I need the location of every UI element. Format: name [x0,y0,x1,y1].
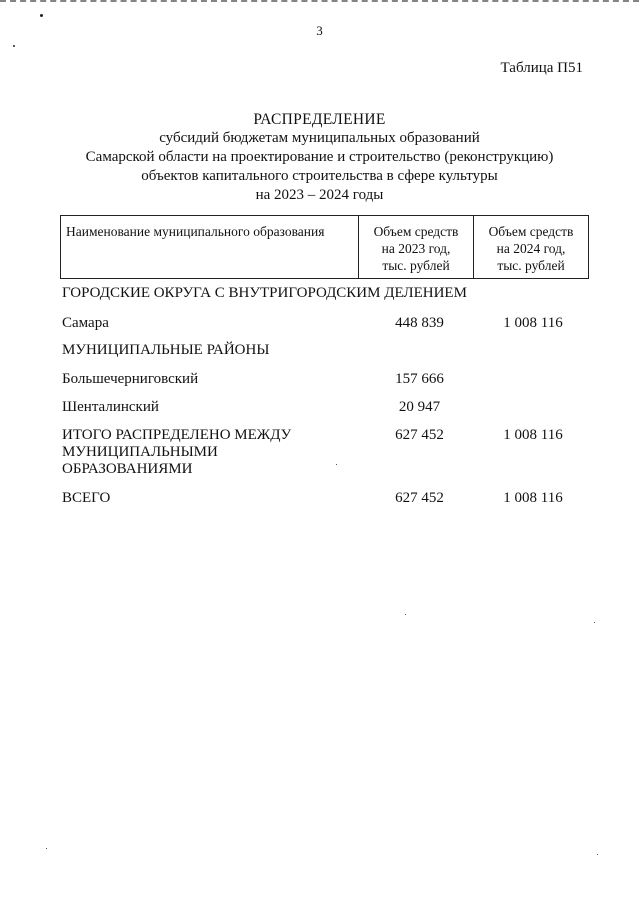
scan-top-edge [0,0,639,4]
title-main: РАСПРЕДЕЛЕНИЕ [253,111,386,128]
scan-speck [46,848,47,849]
scan-speck [594,622,595,623]
total-distributed-label: ИТОГО РАСПРЕДЕЛЕНО МЕЖДУ МУНИЦИПАЛЬНЫМИ ОБРАЗОВАНИЯМИ [62,427,292,477]
row-value-2023: 157 666 [395,371,444,387]
row-name: Шенталинский [62,399,159,415]
section-title: МУНИЦИПАЛЬНЫЕ РАЙОНЫ [62,342,270,358]
header-2024: Объем средств на 2024 год, тыс. рублей [488,224,574,273]
title-line: на 2023 – 2024 годы [255,187,384,203]
section-title: ГОРОДСКИЕ ОКРУГА С ВНУТРИГОРОДСКИМ ДЕЛЕНИЕМ [62,285,467,301]
title-line: субсидий бюджетам муниципальных образований [159,130,480,146]
grand-total-2023: 627 452 [395,490,444,506]
total-distributed-2023: 627 452 [395,427,444,443]
header-2023: Объем средств на 2023 год, тыс. рублей [359,216,474,278]
title-line: объектов капитального строительства в сфере культуры [141,168,498,184]
row-name: Самара [62,315,109,331]
row-value-2023: 20 947 [398,399,441,415]
title-line: Самарской области на проектирование и строительство (реконструкцию) [85,149,554,165]
row-value-2024: 1 008 116 [503,315,563,331]
grand-total-2024: 1 008 116 [503,490,563,506]
table-header [60,215,589,279]
row-value-2023: 448 839 [395,315,444,331]
scan-speck [597,854,598,855]
scan-speck [40,14,43,17]
grand-total-label: ВСЕГО [62,490,111,506]
table-label: Таблица П51 [500,60,583,76]
header-name: Наименование муниципального образования [61,216,359,278]
scan-speck [336,464,337,465]
document-title [0,110,639,205]
scan-speck [405,614,406,615]
total-distributed-2024: 1 008 116 [503,427,563,443]
page-number: 3 [316,23,323,38]
scan-speck [13,45,15,47]
row-name: Большечерниговский [62,371,199,387]
